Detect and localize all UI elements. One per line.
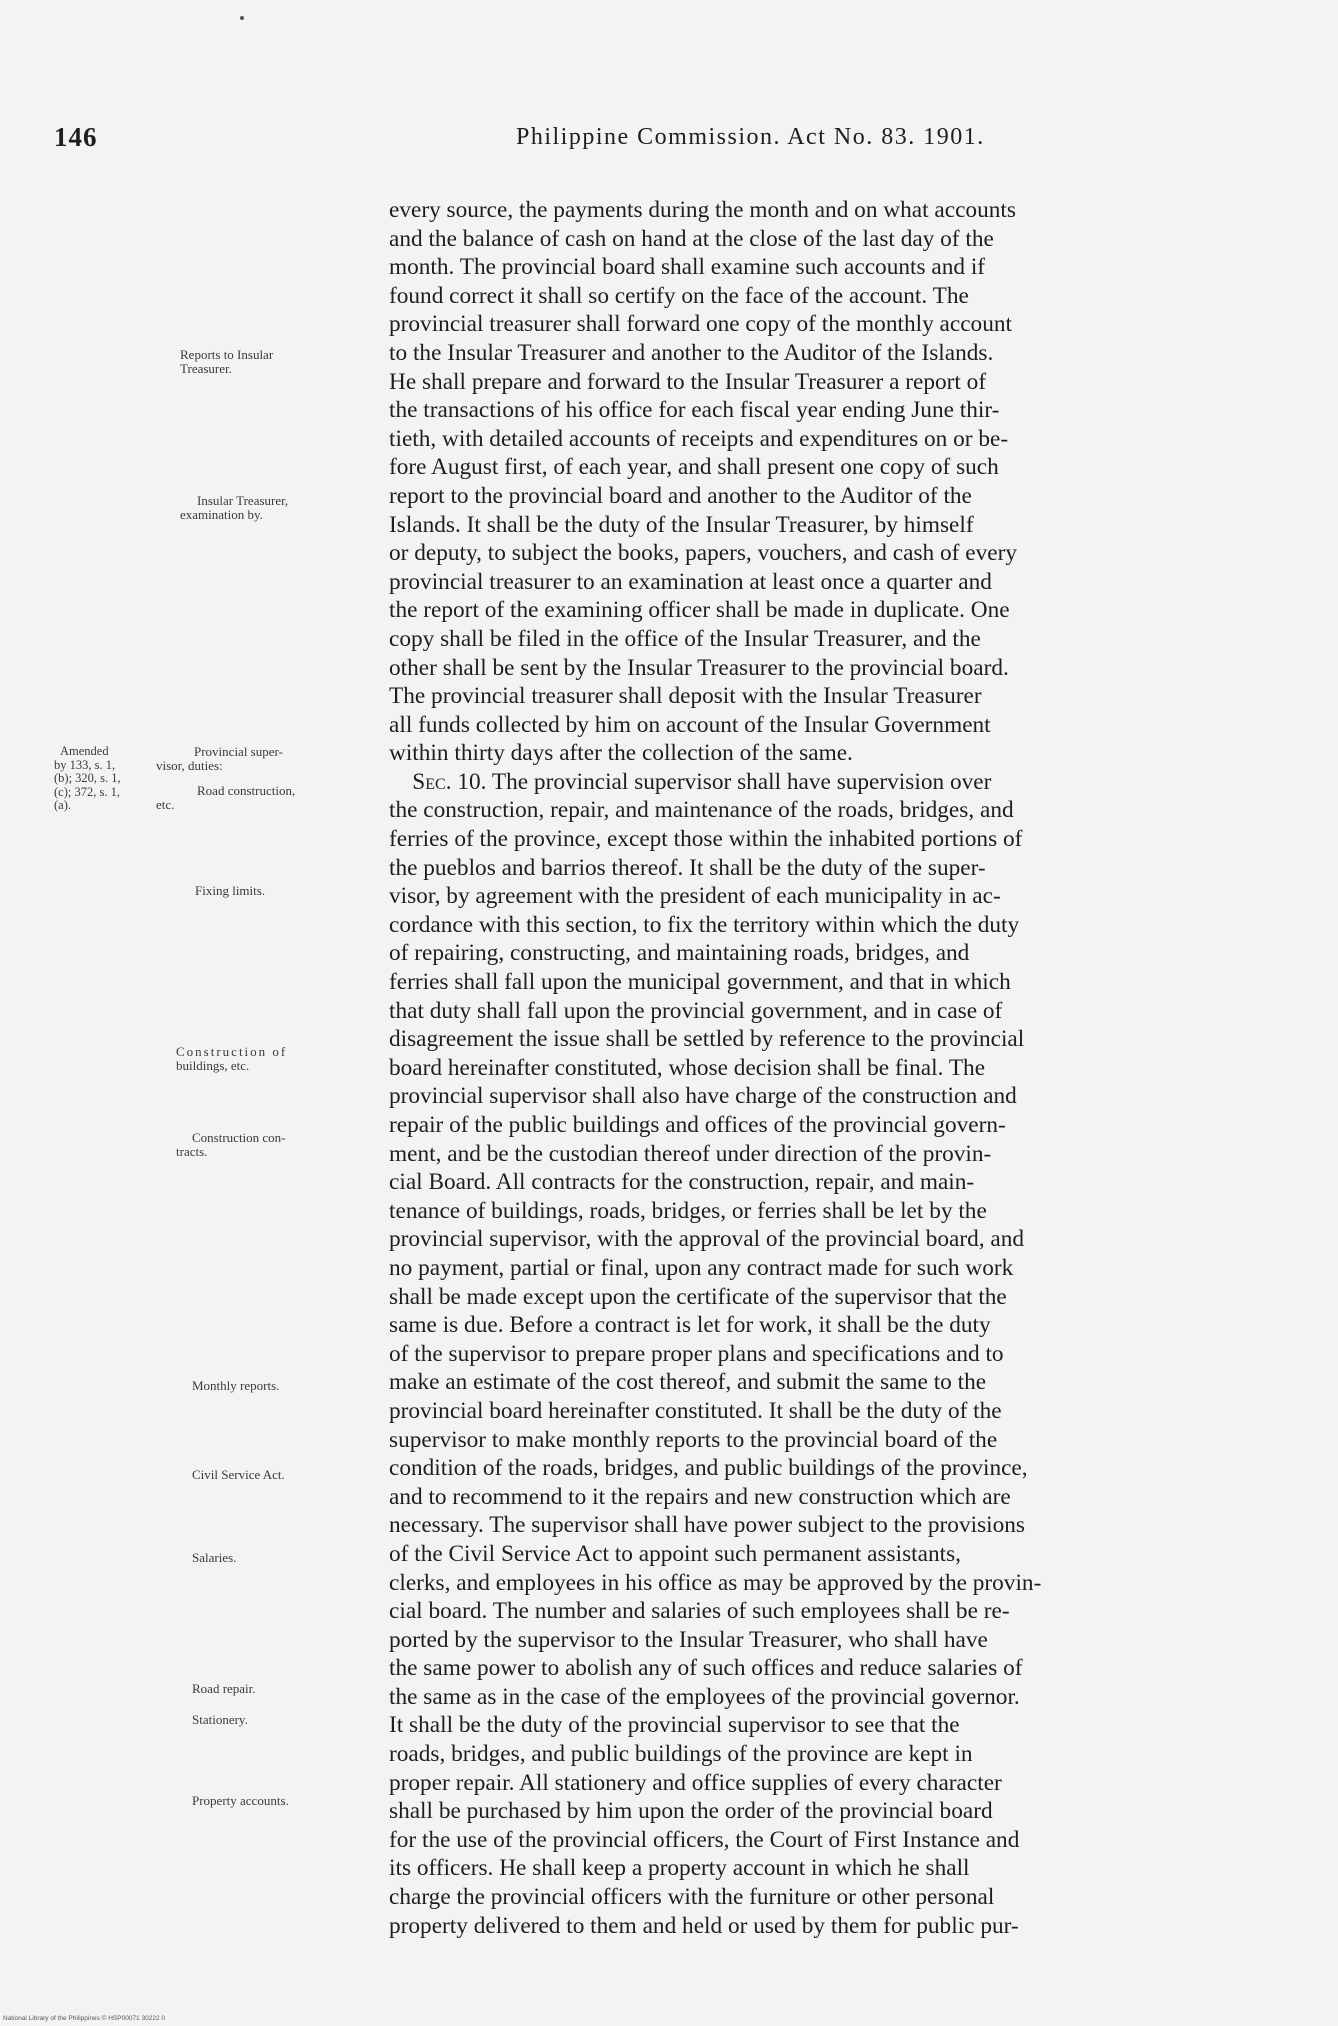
text-line: Islands. It shall be the duty of the Insular Treasurer, by himself <box>389 511 974 538</box>
text-line: proper repair. All stationery and office supplies of every character <box>389 1769 1002 1796</box>
margin-note-civil-service: Civil Service Act. <box>192 1467 285 1482</box>
text-line: fore August first, of each year, and shall present one copy of such <box>389 454 999 481</box>
text-line: the transactions of his office for each fiscal year ending June thir- <box>389 397 1000 424</box>
text-line: cial board. The number and salaries of such employees shall be re- <box>389 1598 1010 1625</box>
text-line: the same power to abolish any of such offices and reduce salaries of <box>389 1655 1023 1682</box>
text-line: property delivered to them and held or used by them for public pur- <box>389 1912 1019 1939</box>
margin-note-monthly-reports: Monthly reports. <box>192 1378 280 1393</box>
margin-note-fixing-limits: Fixing limits. <box>195 883 266 898</box>
section-label: Sec. 10. <box>412 768 487 795</box>
text-line: within thirty days after the collection of the same. <box>389 740 853 767</box>
text-line: ferries of the province, except those within the inhabited portions of <box>389 826 1023 853</box>
margin-note-road-repair: Road repair. <box>192 1681 256 1696</box>
text-line: necessary. The supervisor shall have power subject to the provisions <box>389 1512 1025 1539</box>
text-line: ment, and be the custodian thereof under direction of the provin- <box>389 1140 992 1167</box>
text-line: of the supervisor to prepare proper plans and specifications and to <box>389 1340 1004 1367</box>
text-line: other shall be sent by the Insular Treasurer to the provincial board. <box>389 654 1009 681</box>
text-line: shall be purchased by him upon the order of the provincial board <box>389 1798 993 1825</box>
text-line: the same as in the case of the employees of the provincial governor. <box>389 1683 1020 1710</box>
text-line: repair of the public buildings and offices of the provincial govern- <box>389 1112 1006 1138</box>
text-line: ported by the supervisor to the Insular Treasurer, who shall have <box>389 1626 988 1653</box>
scan-footer: National Library of the Philippines © HSP00071 30222 0 <box>3 2015 165 2022</box>
text-line: every source, the payments during the month and on what accounts <box>389 197 1016 223</box>
text-line: board hereinafter constituted, whose decision shall be final. The <box>389 1054 986 1081</box>
text-line: the construction, repair, and maintenance of the roads, bridges, and <box>389 797 1014 824</box>
margin-note-stationery: Stationery. <box>192 1712 248 1727</box>
text-line: provincial board hereinafter constituted. It shall be the duty of the <box>389 1397 1002 1424</box>
text-line: The provincial treasurer shall deposit with the Insular Treasurer <box>389 683 982 710</box>
text-line: no payment, partial or final, upon any contract made for such work <box>389 1254 1014 1281</box>
text-line: provincial treasurer shall forward one copy of the monthly account <box>389 311 1012 338</box>
text-line: month. The provincial board shall examine such accounts and if <box>389 254 986 281</box>
text-line: disagreement the issue shall be settled by reference to the provincial <box>389 1026 1025 1053</box>
text-line: and the balance of cash on hand at the close of the last day of the <box>389 225 994 252</box>
margin-note-provincial-supervisor: Provincial super- visor, duties: Road construction, etc. <box>156 744 296 812</box>
text-line: of the Civil Service Act to appoint such permanent assistants, <box>389 1540 961 1567</box>
text-line: visor, by agreement with the president of each municipality in ac- <box>389 883 1001 910</box>
text-line: clerks, and employees in his office as may be approved by the provin- <box>389 1569 1042 1596</box>
text-line: charge the provincial officers with the furniture or other personal <box>389 1884 995 1911</box>
text-line: for the use of the provincial officers, the Court of First Instance and <box>389 1826 1020 1853</box>
text-line: or deputy, to subject the books, papers, vouchers, and cash of every <box>389 540 1017 567</box>
text-line: report to the provincial board and another to the Auditor of the <box>389 482 972 509</box>
text-line: that duty shall fall upon the provincial government, and in case of <box>389 997 1003 1024</box>
text-line: ferries shall fall upon the municipal government, and that in which <box>389 969 1011 996</box>
text-line: the report of the examining officer shall be made in duplicate. One <box>389 597 1010 624</box>
text-line: provincial treasurer to an examination at least once a quarter and <box>389 568 992 595</box>
section-10-first-line: Sec. 10. The provincial supervisor shall have supervision over <box>412 768 992 795</box>
margin-note-construction-buildings: Construction of buildings, etc. <box>176 1044 288 1073</box>
margin-note-construction-contracts: Construction con- tracts. <box>176 1130 286 1159</box>
text-line: the pueblos and barrios thereof. It shall be the duty of the super- <box>389 854 986 881</box>
margin-note-amended: Amended by 133, s. 1, (b); 320, s. 1, (c); 372, s. 1, (a). <box>54 744 121 812</box>
text-line: shall be made except upon the certificate of the supervisor that the <box>389 1283 1007 1310</box>
text-line: He shall prepare and forward to the Insular Treasurer a report of <box>389 368 987 395</box>
text-line: provincial supervisor shall also have charge of the construction and <box>389 1083 1017 1110</box>
text-line: cordance with this section, to fix the territory within which the duty <box>389 911 1020 938</box>
text-line: It shall be the duty of the provincial supervisor to see that the <box>389 1712 960 1739</box>
margin-note-salaries: Salaries. <box>192 1550 237 1565</box>
text-line: same is due. Before a contract is let for work, it shall be the duty <box>389 1312 991 1339</box>
margin-note-reports: Reports to Insular Treasurer. <box>180 347 274 376</box>
text-line: of repairing, constructing, and maintaining roads, bridges, and <box>389 940 970 967</box>
body-text <box>389 196 1221 1940</box>
scan-speck <box>240 16 244 20</box>
margin-note-insular-exam: Insular Treasurer, examination by. <box>180 493 289 522</box>
text-line: its officers. He shall keep a property account in which he shall <box>389 1855 970 1882</box>
text-line: roads, bridges, and public buildings of the province are kept in <box>389 1741 973 1768</box>
text-line: and to recommend to it the repairs and new construction which are <box>389 1483 1011 1510</box>
margin-note-property-accounts: Property accounts. <box>192 1793 289 1808</box>
text-line: cial Board. All contracts for the construction, repair, and main- <box>389 1169 975 1196</box>
text-line: condition of the roads, bridges, and public buildings of the province, <box>389 1455 1028 1482</box>
text-line: tenance of buildings, roads, bridges, or ferries shall be let by the <box>389 1197 987 1224</box>
text-line: to the Insular Treasurer and another to the Auditor of the Islands. <box>389 339 994 366</box>
text-line: copy shall be filed in the office of the Insular Treasurer, and the <box>389 625 981 652</box>
page-number: 146 <box>54 122 98 152</box>
text-line: tieth, with detailed accounts of receipts and expenditures on or be- <box>389 425 1009 452</box>
text-line: supervisor to make monthly reports to the provincial board of the <box>389 1426 998 1453</box>
running-head: Philippine Commission. Act No. 83. 1901. <box>516 124 985 150</box>
text-line: found correct it shall so certify on the face of the account. The <box>389 282 969 309</box>
text-line: all funds collected by him on account of the Insular Government <box>389 711 991 738</box>
text-line: make an estimate of the cost thereof, and submit the same to the <box>389 1369 987 1396</box>
text-line: provincial supervisor, with the approval of the provincial board, and <box>389 1226 1025 1253</box>
